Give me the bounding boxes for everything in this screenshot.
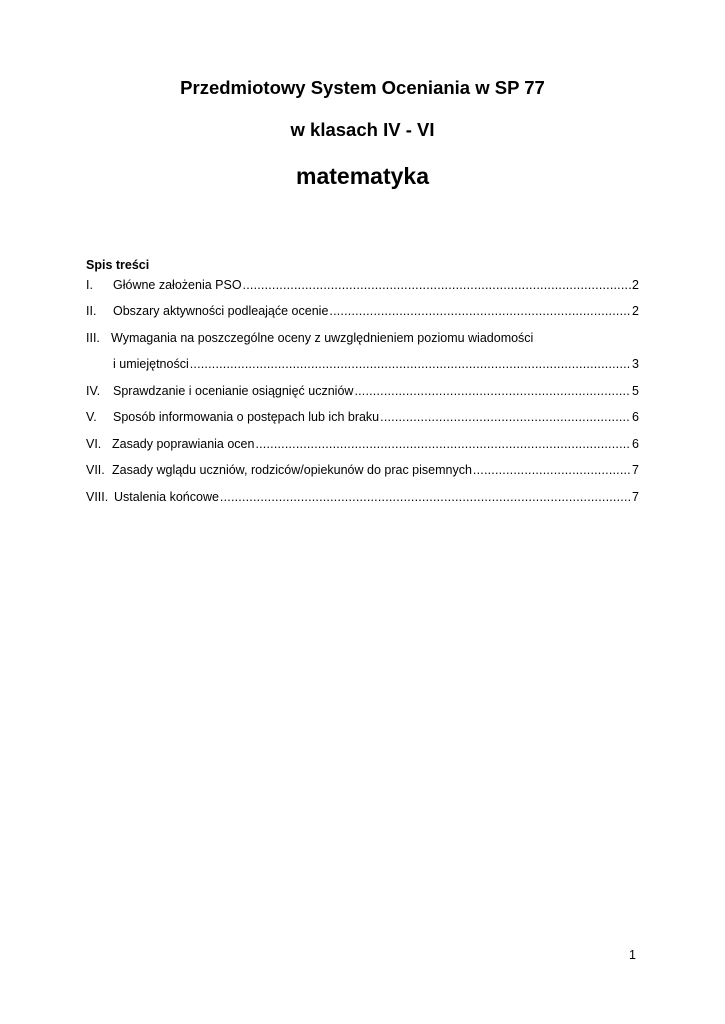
toc-entry-page: 7 (632, 490, 639, 504)
toc-entry-7[interactable] (86, 462, 639, 478)
toc-entry-page: 5 (632, 384, 639, 398)
toc-entry-page: 6 (632, 410, 639, 424)
toc-leader-dots (255, 436, 631, 452)
toc-leader-dots (190, 356, 631, 372)
toc-entry-page: 7 (632, 463, 639, 477)
toc-entry-number: I. (86, 278, 93, 292)
toc-entry-8[interactable] (86, 489, 639, 505)
toc-entry-label: i umiejętności (113, 357, 189, 371)
toc-entry-page: 3 (632, 357, 639, 371)
toc-leader-dots (354, 383, 631, 399)
toc-entry-number: VIII. (86, 490, 109, 504)
toc-leader-dots (380, 409, 631, 425)
toc-entry-label: Obszary aktywności podleająće ocenie (113, 304, 329, 318)
toc-entry-number: III. (86, 331, 100, 345)
toc-entry-label: Ustalenia końcowe (114, 490, 219, 504)
document-subtitle-classes: w klasach IV - VI (290, 119, 435, 140)
toc-entry-3[interactable] (86, 330, 639, 346)
toc-entry-6[interactable] (86, 436, 639, 452)
toc-entry-5[interactable] (86, 409, 639, 425)
toc-leader-dots (329, 303, 631, 319)
toc-entry-label: Główne założenia PSO (113, 278, 242, 292)
toc-leader-dots (473, 462, 631, 478)
toc-entry-number: IV. (86, 384, 101, 398)
toc-entry-label: Sposób informowania o postępach lub ich braku (113, 410, 380, 424)
toc-entry-number: VI. (86, 437, 102, 451)
toc-leader-dots (534, 330, 638, 346)
toc-entry-number: VII. (86, 463, 105, 477)
toc-entry-page: 2 (632, 278, 639, 292)
toc-entry-page: 2 (632, 304, 639, 318)
document-subject: matematyka (296, 163, 429, 189)
toc-leader-dots (220, 489, 631, 505)
toc-heading: Spis treści (86, 258, 150, 272)
toc-entry-label: Sprawdzanie i ocenianie osiągnięć uczniów (113, 384, 354, 398)
toc-entry-2[interactable] (86, 303, 639, 319)
toc-entry-page: 6 (632, 437, 639, 451)
document-title: Przedmiotowy System Oceniania w SP 77 (180, 77, 545, 98)
toc-entry-label: Zasady poprawiania ocen (112, 437, 255, 451)
toc-leader-dots (243, 277, 632, 293)
toc-entry-number: V. (86, 410, 97, 424)
toc-entry-label: Wymagania na poszczególne oceny z uwzględnieniem poziomu wiadomości (111, 331, 534, 345)
toc-entry-3-continued[interactable] (86, 356, 639, 372)
toc-entry-label: Zasady wglądu uczniów, rodziców/opiekunów do prac pisemnych (112, 463, 472, 477)
toc-entry-1[interactable] (86, 277, 639, 293)
toc-entry-number: II. (86, 304, 97, 318)
toc-entry-4[interactable] (86, 383, 639, 399)
page-number: 1 (629, 948, 636, 962)
